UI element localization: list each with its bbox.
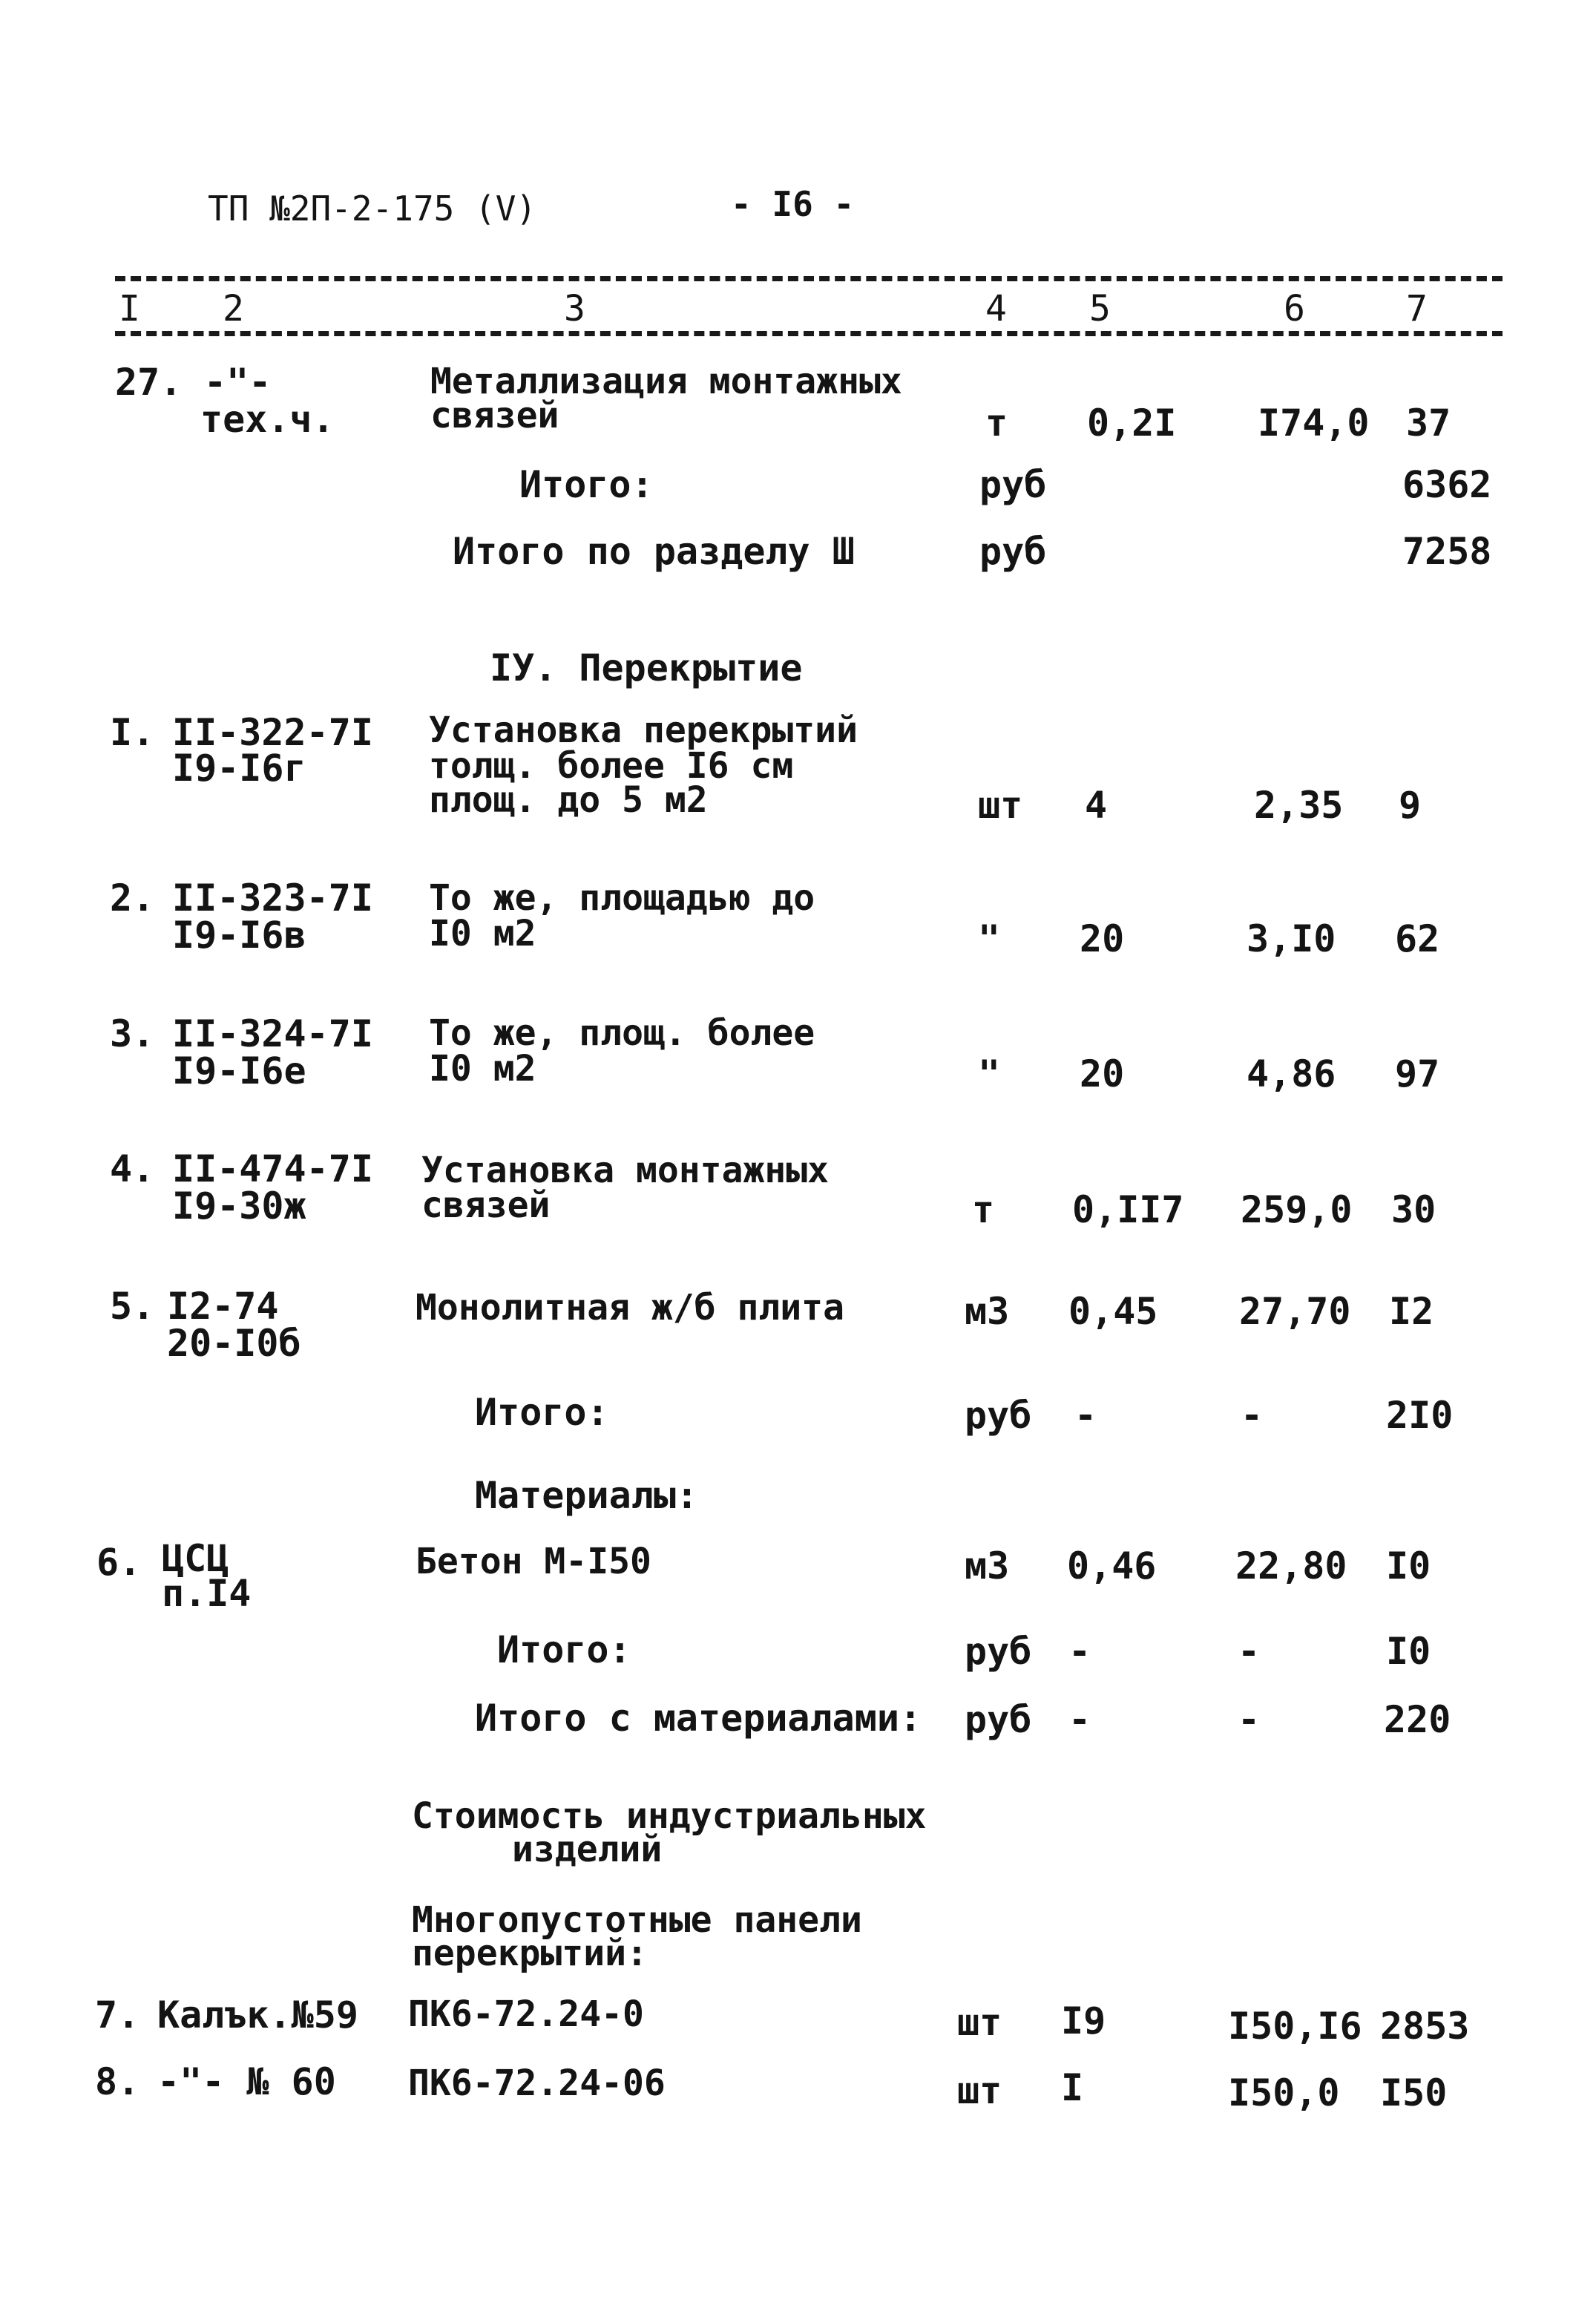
row-ref: 20-I0б [167, 1322, 301, 1365]
row-number: 7. [95, 1993, 140, 2037]
row-price: 27,70 [1239, 1290, 1351, 1333]
row-ref: -"- № 60 [157, 2060, 336, 2103]
row-description: площ. до 5 м2 [429, 779, 708, 821]
total-with-materials-label: Итого с материалами: [475, 1697, 922, 1740]
row-total: 9 [1399, 784, 1422, 827]
header-rule-top [115, 276, 1503, 281]
total-with-materials-qty: - [1068, 1698, 1091, 1741]
row-total: I0 [1386, 1544, 1431, 1588]
section-total-label: Итого по разделу Ш [453, 530, 855, 573]
row-description: связей [430, 395, 559, 436]
row-number: 27. [115, 361, 183, 404]
document-code: ТП №2П-2-175 (V) [208, 189, 537, 229]
row-total: I50 [1380, 2071, 1448, 2114]
industrial-label: изделий [512, 1829, 663, 1870]
section-total-value: 7258 [1402, 530, 1492, 573]
row-qty: 20 [1080, 917, 1125, 960]
row-price: I50,0 [1228, 2071, 1340, 2114]
row-price: I50,I6 [1228, 2005, 1362, 2048]
row-description: I0 м2 [429, 1048, 536, 1090]
row-qty: 4 [1085, 784, 1108, 827]
row-description: ПК6-72.24-06 [408, 2062, 666, 2104]
row-price: I74,0 [1258, 402, 1370, 445]
row-description: То же, площ. более [429, 1012, 815, 1054]
total-with-materials-value: 220 [1384, 1698, 1451, 1741]
row-ref: -"- [204, 361, 272, 404]
col-header-3: 3 [564, 288, 585, 330]
row-unit: " [978, 917, 1001, 960]
row-total: I2 [1389, 1290, 1434, 1333]
row-qty: I [1061, 2066, 1084, 2109]
row-unit: м3 [965, 1290, 1010, 1333]
row-unit: " [978, 1052, 1001, 1095]
row-unit: шт [957, 2069, 1002, 2112]
row-total: 97 [1395, 1052, 1440, 1095]
row-description: То же, площадью до [429, 877, 815, 919]
row-ref: I9-I6в [172, 914, 306, 957]
row-qty: 0,46 [1067, 1544, 1157, 1588]
total-with-materials-unit: руб [965, 1698, 1032, 1741]
subtotal-qty: - [1074, 1394, 1097, 1437]
row-number: 6. [96, 1541, 142, 1584]
materials-subtotal-value: I0 [1386, 1630, 1431, 1673]
row-qty: 0,II7 [1072, 1188, 1184, 1231]
row-ref: тех.ч. [200, 398, 335, 441]
row-price: 259,0 [1241, 1188, 1353, 1231]
row-ref: I9-I6г [172, 747, 306, 790]
materials-subtotal-label: Итого: [497, 1628, 631, 1671]
materials-subtotal-unit: руб [965, 1630, 1032, 1673]
row-description: связей [421, 1185, 551, 1226]
row-unit: м3 [965, 1544, 1010, 1588]
row-description: Установка монтажных [421, 1150, 830, 1191]
col-header-4: 4 [985, 288, 1007, 330]
row-description: Металлизация монтажных [430, 361, 902, 402]
panels-label: перекрытий: [412, 1933, 648, 1974]
subtotal-unit: руб [965, 1394, 1032, 1437]
row-ref: ЦСЦ [162, 1537, 229, 1580]
col-header-1: I [119, 288, 140, 330]
row-qty: 20 [1080, 1052, 1125, 1095]
row-unit: шт [957, 2001, 1002, 2044]
row-number: 3. [110, 1012, 155, 1055]
materials-subtotal-price: - [1238, 1630, 1261, 1673]
header-rule-bottom [115, 331, 1503, 336]
row-total: 37 [1406, 402, 1451, 445]
total-with-materials-price: - [1238, 1698, 1261, 1741]
col-header-5: 5 [1089, 288, 1111, 330]
row-unit: т [985, 402, 1008, 445]
row-ref: I9-30ж [172, 1185, 306, 1228]
row-unit: т [972, 1188, 995, 1231]
materials-label: Материалы: [475, 1474, 699, 1517]
section-title: IУ. Перекрытие [490, 646, 803, 689]
row-price: 22,80 [1235, 1544, 1347, 1588]
row-price: 4,86 [1247, 1052, 1336, 1095]
row-total: 2853 [1380, 2005, 1470, 2048]
page-number: - I6 - [731, 184, 855, 224]
row-qty: I9 [1061, 1999, 1106, 2042]
row-price: 2,35 [1254, 784, 1344, 827]
materials-subtotal-qty: - [1068, 1630, 1091, 1673]
subtotal-value: 6362 [1402, 463, 1492, 506]
row-qty: 0,2I [1087, 402, 1177, 445]
row-number: I. [110, 711, 155, 754]
industrial-label: Стоимость индустриальных [412, 1795, 927, 1837]
row-price: 3,I0 [1247, 917, 1336, 960]
col-header-6: 6 [1284, 288, 1305, 330]
row-ref: II-322-7I [172, 711, 373, 754]
row-total: 30 [1391, 1188, 1436, 1231]
row-unit: шт [978, 784, 1023, 827]
row-ref: I2-74 [167, 1285, 279, 1328]
row-description: Монолитная ж/б плита [416, 1287, 844, 1328]
row-ref: п.I4 [162, 1572, 252, 1615]
row-description: ПК6-72.24-0 [408, 1993, 644, 2035]
row-qty: 0,45 [1068, 1290, 1158, 1333]
row-ref: II-323-7I [172, 877, 373, 920]
subtotal-label: Итого: [519, 463, 654, 506]
section-total-unit: руб [979, 530, 1047, 573]
col-header-7: 7 [1406, 288, 1428, 330]
row-number: 8. [95, 2060, 140, 2103]
row-number: 2. [110, 877, 155, 920]
col-header-2: 2 [223, 288, 244, 330]
row-ref: II-474-7I [172, 1147, 373, 1190]
row-description: I0 м2 [429, 913, 536, 954]
row-number: 5. [110, 1285, 155, 1328]
subtotal-value: 2I0 [1386, 1394, 1454, 1437]
row-description: толщ. более I6 см [429, 745, 794, 787]
row-total: 62 [1395, 917, 1440, 960]
row-description: Бетон М-I50 [416, 1541, 651, 1582]
row-ref: I9-I6е [172, 1049, 306, 1092]
row-description: Установка перекрытий [429, 710, 858, 751]
subtotal-unit: руб [979, 463, 1047, 506]
panels-label: Многопустотные панели [412, 1899, 862, 1941]
row-ref: II-324-7I [172, 1012, 373, 1055]
row-number: 4. [110, 1147, 155, 1190]
subtotal-price: - [1241, 1394, 1264, 1437]
subtotal-label: Итого: [475, 1391, 609, 1434]
row-ref: Калък.№59 [157, 1993, 358, 2037]
